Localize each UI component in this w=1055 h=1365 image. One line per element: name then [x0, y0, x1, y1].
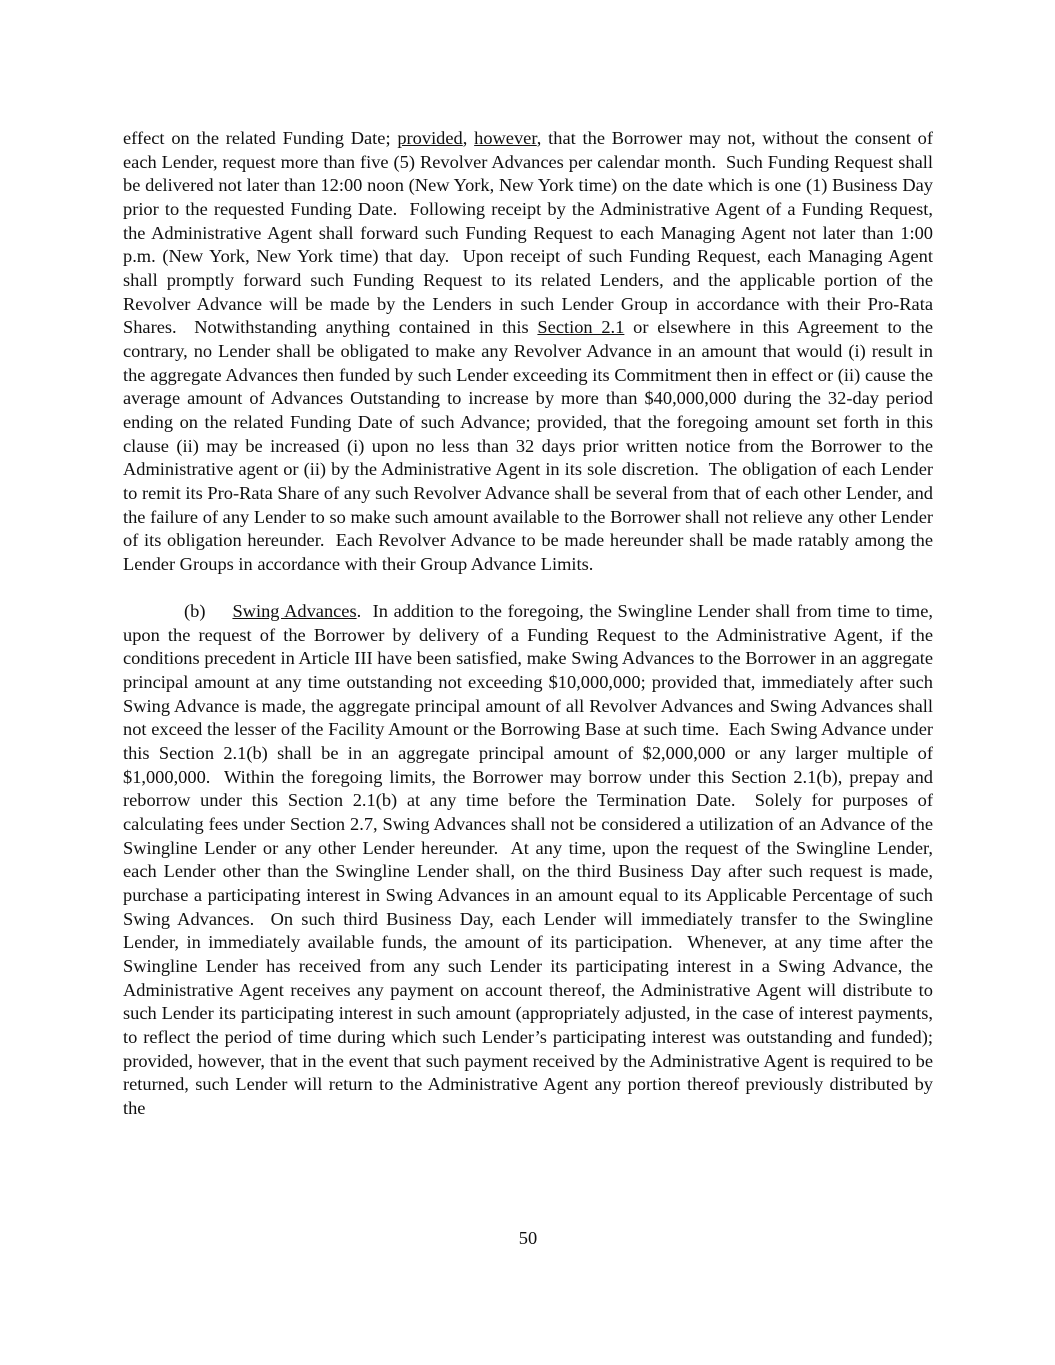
text-run: ,: [462, 128, 475, 148]
paragraph-swing-advances: [123, 600, 933, 1120]
text-run: . In addition to the foregoing, the Swingline Lender shall from time to time, upon the request of the Borrower by delivery of a Funding Request to the Administrative Agent, if the conditions precedent in Article III have been satisfied, make Swing Advances to the Borrower in an aggregate principal amount at any time outstanding not exceeding $10,000,000; provided that, immediately after such Swing Advance is made, the aggregate principal amount of all Revolver Advances and Swing Advances shall not exceed the lesser of the Facility Amount or the Borrowing Base at such time. Each Swing Advance under this Section 2.1(b) shall be in an aggregate principal amount of $2,000,000 or any larger multiple of $1,000,000. Within the foregoing limits, the Borrower may borrow under this Section 2.1(b), prepay and reborrow under this Section 2.1(b) at any time before the Termination Date. Solely for purposes of calculating fees under Section 2.7, Swing Advances shall not be considered a utilization of an Advance of the Swingline Lender or any other Lender hereunder. At any time, upon the request of the Swingline Lender, each Lender other than the Swingline Lender shall, on the third Business Day after such request is made, purchase a participating interest in Swing Advances in an amount equal to its Applicable Percentage of such Swing Advances. On such third Business Day, each Lender will immediately transfer to the Swingline Lender, in immediately available funds, the amount of its participation. Whenever, at any time after the Swingline Lender has received from any such Lender its participating interest in a Swing Advance, the Administrative Agent receives any payment on account thereof, the Administrative Agent will distribute to such Lender its participating interest in such amount (appropriately adjusted, in the case of interest payments, to reflect the period of time during which such Lender’s participating interest was outstanding and funded); provided, however, that in the event that such payment received by the Administrative Agent is required to be returned, such Lender will return to the Administrative Agent any portion thereof previously distributed by the: [123, 601, 934, 1118]
underlined-text: Section 2.1: [537, 317, 625, 338]
underlined-text: however: [474, 128, 537, 148]
document-body: [123, 127, 933, 1121]
text-run: or elsewhere in this Agreement to the contrary, no Lender shall be obligated to make any Revolver Advance in an amount that would (i) result in the aggregate Advances then funded by such Lender exceeding its Commitment then in effect or (ii) cause the average amount of Advances Outstanding to increase by more than $40,000,000 during the 32-day period ending on the related Funding Date of such Advance; provided, that the foregoing amount set forth in this clause (ii) may be increased (i) upon no less than 32 days prior written notice from the Borrower to the Administrative agent or (ii) by the Administrative Agent in its sole discretion. The obligation of each Lender to remit its Pro-Rata Share of any such Revolver Advance shall be several from that of each other Lender, and the failure of any Lender to so make such amount available to the Borrower shall not relieve any other Lender of its obligation hereunder. Each Revolver Advance to be made hereunder shall be made ratably among the Lender Groups in accordance with their Group Advance Limits.: [123, 317, 933, 574]
text-run: (b): [184, 601, 206, 622]
underlined-text: Swing Advances: [232, 601, 357, 622]
page-number: 50: [518, 1228, 538, 1248]
underlined-text: provided: [397, 128, 463, 148]
paragraph-revolver-advances: [123, 127, 933, 576]
text-run: , that the Borrower may not, without the consent of each Lender, request more than five (5) Revolver Advances per calendar month. Such Funding Request shall be delivered not later than 12:00 noon (New York, New York time) on the date which is one (1) Business Day prior to the requested Funding Date. Following receipt by the Administrative Agent of a Funding Request, the Administrative Agent shall forward such Funding Request to each Managing Agent not later than 1:00 p.m. (New York, New York time) that day. Upon receipt of such Funding Request, each Managing Agent shall promptly forward such Funding Request to its related Lenders, and the applicable portion of the Revolver Advance will be made by the Lenders in such Lender Group in accordance with their Pro-Rata Shares. Notwithstanding anything contained in this: [123, 128, 933, 338]
text-run: effect on the related Funding Date;: [123, 128, 398, 148]
